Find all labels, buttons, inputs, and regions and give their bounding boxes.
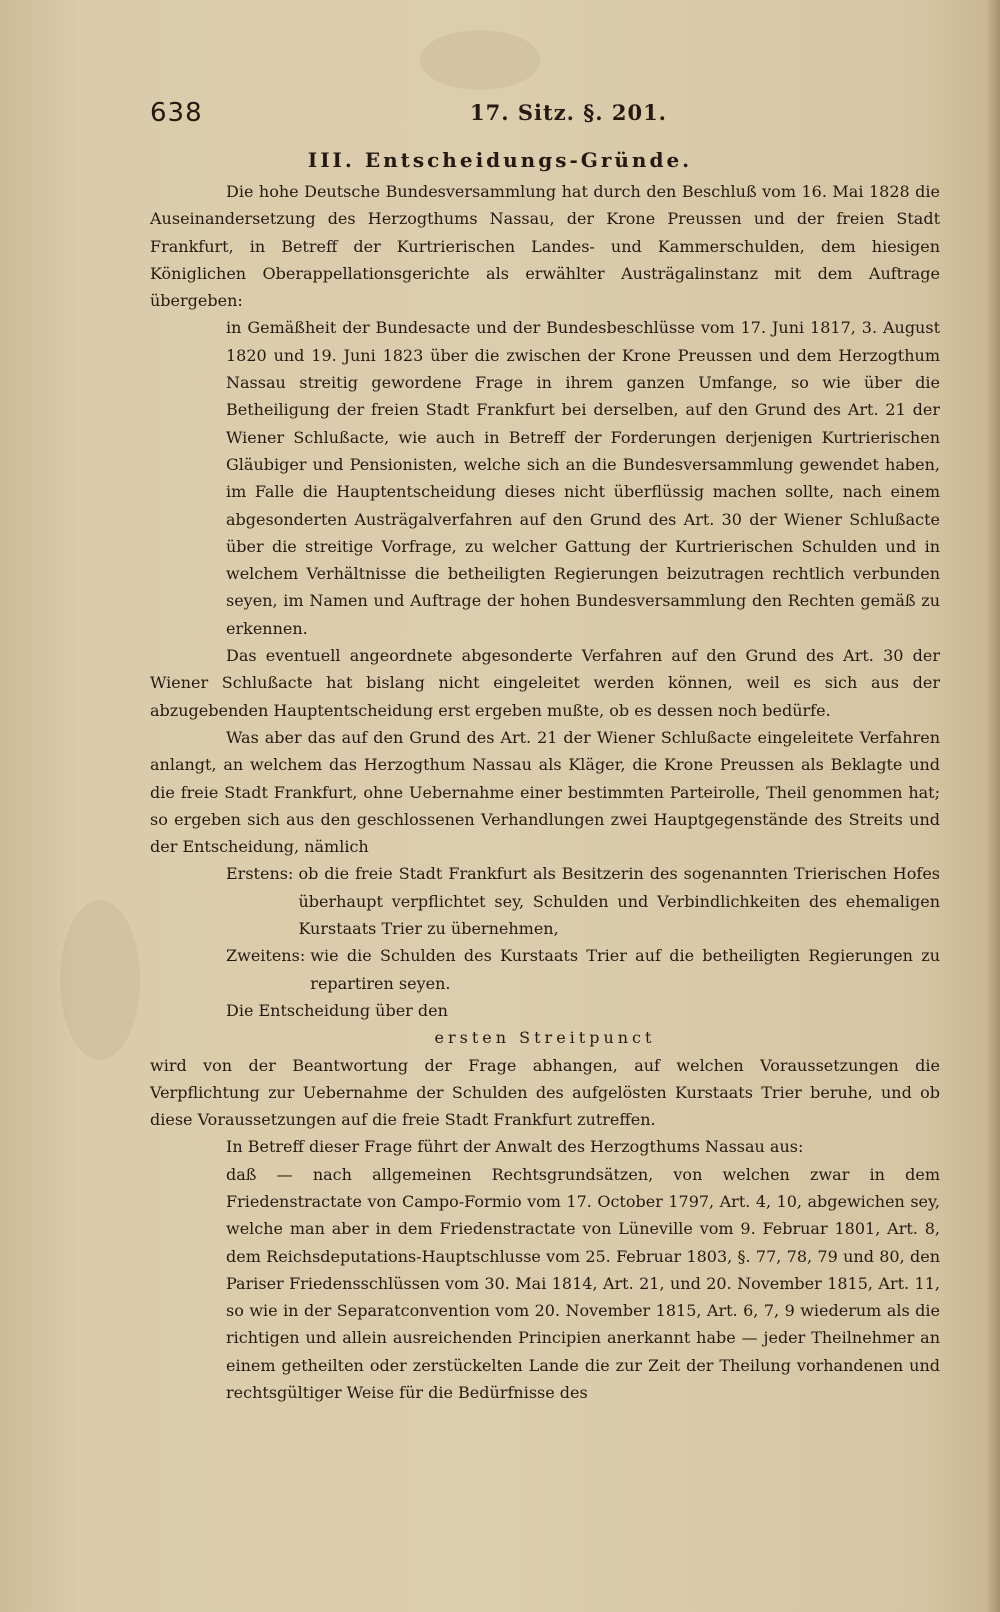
list-item-label: Zweitens:: [226, 946, 311, 966]
list-item-text: ob die freie Stadt Frankfurt als Besitzerin des sogenannten Trierischen Hofes überhaupt verpflichtet sey, Schulden und Verbindlichkeiten des ehemaligen Kurstaats Trier zu übernehmen,: [298, 864, 940, 939]
list-item-text: wie die Schulden des Kurstaats Trier auf die betheiligten Regierungen zu repartiren seyen.: [310, 946, 940, 993]
list-item: [150, 942, 940, 997]
page-header: [150, 98, 940, 132]
paragraph: In Betreff dieser Frage führt der Anwalt des Herzogthums Nassau aus:: [226, 1137, 804, 1157]
list-item: [150, 860, 940, 942]
paragraph: wird von der Beantwortung der Frage abhangen, auf welchen Voraussetzungen die Verpflichtung zur Uebernahme der Schulden des aufgelösten Kurstaats Trier beruhe, und ob diese Voraussetzungen auf die freie Stadt Frankfurt zutreffen.: [150, 1055, 940, 1130]
running-head: 17. Sitz. §. 201.: [470, 100, 667, 125]
paragraph-quoted-mandate: in Gemäßheit der Bundesacte und der Bundesbeschlüsse vom 17. Juni 1817, 3. August 1820 und 19. Juni 1823 über die zwischen der Krone Preussen und dem Herzogthum Nassau streitig gewordene Frage in ihrem ganzen Umfange, so wie über die Betheiligung der freien Stadt Frankfurt bei derselben, auf den Grund des Art. 21 der Wiener Schlußacte, wie auch in Betreff der Forderungen derjenigen Kurtrierischen Gläubiger und Pensionisten, welche sich an die Bundesversammlung gewendet haben, im Falle die Hauptentscheidung dieses nicht überflüssig machen sollte, nach einem abgesonderten Austrägalverfahren auf den Grund des Art. 30 der Wiener Schlußacte über die streitige Vorfrage, zu welcher Gattung der Kurtrierischen Schulden und in welchem Verhältnisse die betheiligten Regierungen beizutragen rechtlich verbunden seyen, im Namen und Auftrage der hohen Bundesversammlung den Rechten gemäß zu erkennen.: [226, 318, 940, 638]
paragraph: Was aber das auf den Grund des Art. 21 der Wiener Schlußacte eingeleitete Verfahren anlangt, an welchem das Herzogthum Nassau als Kläger, die Krone Preussen als Beklagte und die freie Stadt Frankfurt, ohne Uebernahme einer bestimmten Parteirolle, Theil genommen hat; so ergeben sich aus den geschlossenen Verhandlungen zwei Hauptgegenstände des Streits und der Entscheidung, nämlich: [150, 727, 940, 857]
subheading: ersten Streitpunct: [434, 1028, 656, 1048]
list-item-label: Erstens:: [226, 864, 299, 884]
paper-stain: [420, 30, 540, 90]
paragraph: Die Entscheidung über den: [226, 1000, 448, 1020]
paragraph: Das eventuell angeordnete abgesonderte Verfahren auf den Grund des Art. 30 der Wiener Schlußacte hat bislang nicht eingeleitet werden können, weil es sich aus der abzugebenden Hauptentscheidung erst ergeben mußte, ob es dessen noch bedürfe.: [150, 646, 940, 720]
paragraph: Die hohe Deutsche Bundesversammlung hat durch den Beschluß vom 16. Mai 1828 die Auseinandersetzung des Herzogthums Nassau, der Krone Preussen und der freien Stadt Frankfurt, in Betreff der Kurtrierischen Landes- und Kammerschulden, dem hiesigen Königlichen Oberappellationsgerichte als erwählter Austrägalinstanz mit dem Auftrage übergeben:: [150, 182, 940, 311]
page-edge-shadow: [986, 0, 1000, 1612]
page-number: 638: [150, 98, 203, 128]
section-title: III. Entscheidungs-Gründe.: [307, 148, 693, 172]
paragraph-quoted-argument: daß — nach allgemeinen Rechtsgrundsätzen, von welchen zwar in dem Friedenstractate von Campo-Formio vom 17. October 1797, Art. 4, 10, abgewichen sey, welche man aber in dem Friedenstractate von Lüneville vom 9. Februar 1801, Art. 8, dem Reichsdeputations-Hauptschlusse vom 25. Februar 1803, §. 77, 78, 79 und 80, den Pariser Friedensschlüssen vom 30. Mai 1814, Art. 21, und 20. November 1815, Art. 11, so wie in der Separatconvention vom 20. November 1815, Art. 6, 7, 9 wiederum als die richtigen und allein ausreichenden Principien anerkannt habe — jeder Theilnehmer an einem getheilten oder zerstückelten Lande die zur Zeit der Theilung vorhandenen und rechtsgültiger Weise für die Bedürfnisse des: [226, 1164, 940, 1403]
body-text: [150, 178, 940, 1406]
paper-stain: [60, 900, 140, 1060]
